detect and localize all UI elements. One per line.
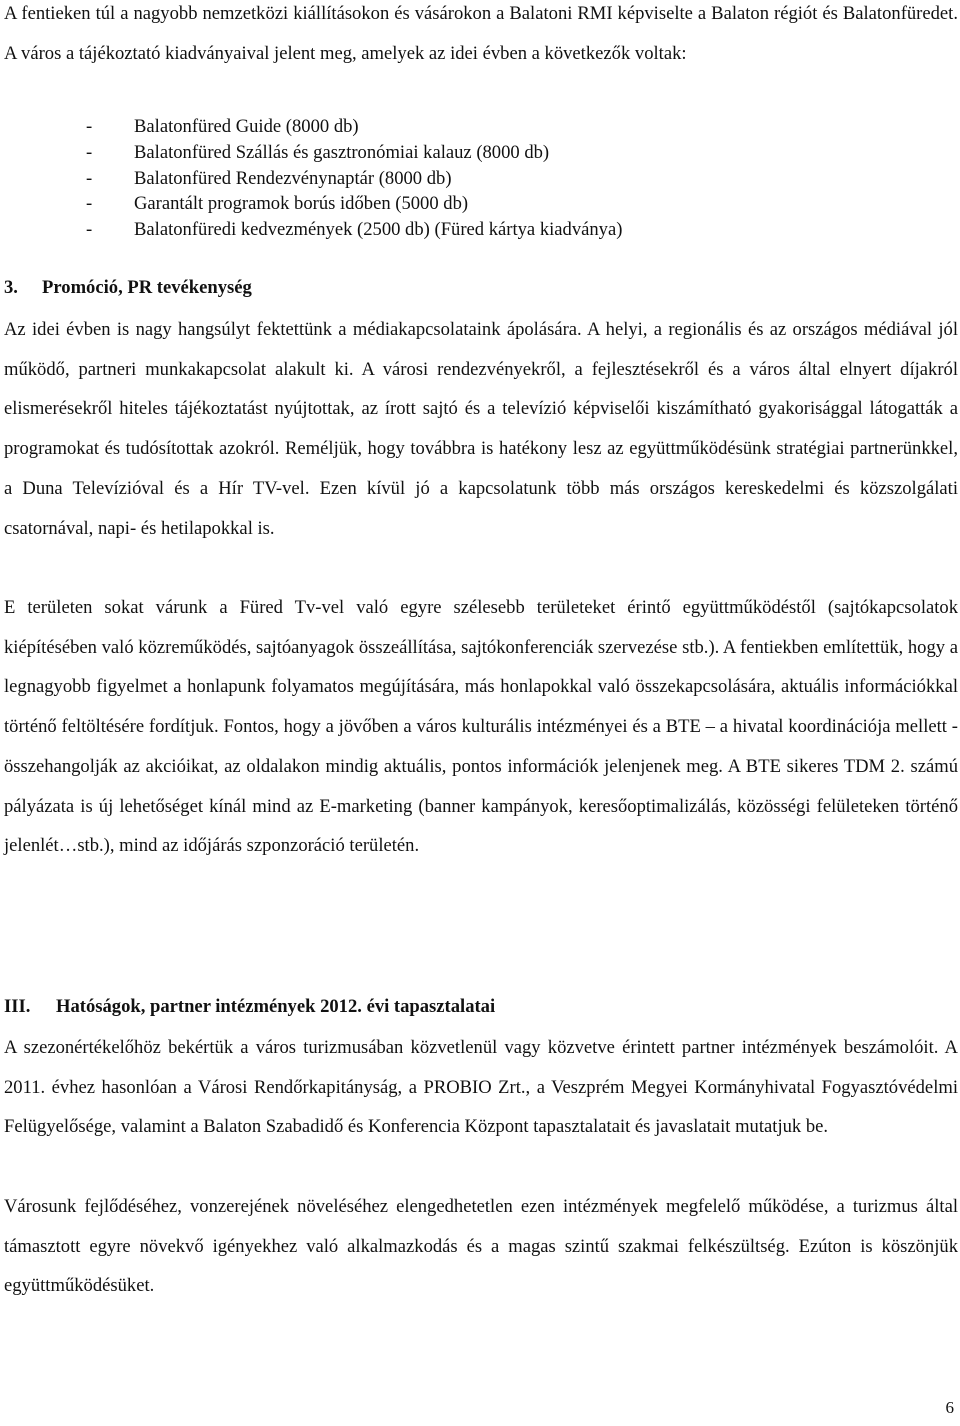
section-III-heading <box>4 996 495 1018</box>
section-3-number: 3. <box>4 277 18 298</box>
list-item <box>86 114 956 140</box>
list-dash: - <box>86 193 93 215</box>
list-dash: - <box>86 116 93 137</box>
list-item <box>86 140 956 166</box>
list-item-text: Balatonfüred Guide (8000 db) <box>134 116 359 137</box>
list-dash: - <box>86 167 93 189</box>
publication-list <box>86 114 956 243</box>
list-dash: - <box>86 141 93 163</box>
list-item-text: Balatonfüred Rendezvénynaptár (8000 db) <box>134 167 452 189</box>
section-3-paragraph-1: Az idei évben is nagy hangsúlyt fektettünk a médiakapcsolataink ápolására. A helyi, a regionális és az országos médiával jól működő, partneri munkakapcsolat alakult ki. A városi rendezvényekről, a fejlesztésekről és a város által elnyert díjakról elismerésekről hiteles tájékoztatást nyújtottak, az írott sajtó és a televízió képviselői kiszámítható gyakorisággal látogatták a programokat és tudósítottak azokról. Reméljük, hogy továbbra is hatékony lesz az együttműködésünk stratégiai partnerünkkel, a Duna Televízióval és a Hír TV-vel. Ezen kívül jó a kapcsolatunk több más országos kereskedelmi és közszolgálati csatornával, napi- és hetilapokkal is. <box>4 319 958 539</box>
page-number: 6 <box>945 1398 954 1417</box>
section-3-heading <box>4 277 252 299</box>
section-3-title: Promóció, PR tevékenység <box>42 277 252 298</box>
section-III-paragraph-1: A szezonértékelőhöz bekértük a város turizmusában közvetlenül vagy közvetve érintett partner intézmények beszámolóit. A 2011. évhez hasonlóan a Városi Rendőrkapitányság, a PROBIO Zrt., a Veszprém Megyei Kormányhivatal Fogyasztóvédelmi Felügyelősége, valamint a Balaton Szabadidő és Konferencia Központ tapasztalatait és javaslatait mutatjuk be. <box>4 1037 958 1138</box>
list-item <box>86 191 956 217</box>
section-III-paragraph-2: Városunk fejlődéséhez, vonzerejének növeléséhez elengedhetetlen ezen intézmények megfelelő működése, a turizmus által támasztott egyre növekvő igényekhez való alkalmazkodás és a magas szintű szakmai felkészültség. Ezúton is köszönjük együttműködésüket. <box>4 1196 958 1297</box>
intro-paragraph: A fentieken túl a nagyobb nemzetközi kiállításokon és vásárokon a Balatoni RMI képviselte a Balaton régiót és Balatonfüredet. A város a tájékoztató kiadványaival jelent meg, amelyek az idei évben a következők voltak: <box>4 3 958 64</box>
list-item-text: Balatonfüredi kedvezmények (2500 db) (Füred kártya kiadványa) <box>134 219 623 241</box>
list-item-text: Balatonfüred Szállás és gasztronómiai kalauz (8000 db) <box>134 141 550 163</box>
list-item <box>86 166 956 192</box>
section-III-title: Hatóságok, partner intézmények 2012. évi tapasztalatai <box>56 996 496 1017</box>
section-3-paragraph-2: E területen sokat várunk a Füred Tv-vel való egyre szélesebb területeket érintő együttműködéstől (sajtókapcsolatok kiépítésében való közreműködés, sajtóanyagok összeállítása, sajtókonferenciák szervezése stb.). A fentiekben említettük, hogy a legnagyobb figyelmet a honlapunk folyamatos megújítására, más honlapokkal való összekapcsolására, aktuális információkkal történő feltöltésére fordítjuk. Fontos, hogy a jövőben a város kulturális intézményei és a BTE – a hivatal koordinációja mellett - összehangolják az akcióikat, az oldalakon mindig aktuális, pontos információk jelenjenek meg. A BTE sikeres TDM 2. számú pályázata is új lehetőséget kínál mind az E-marketing (banner kampányok, keresőoptimalizálás, közösségi felületeken történő jelenlét…stb.), mind az időjárás szponzoráció területén. <box>4 597 958 857</box>
list-item-text: Garantált programok borús időben (5000 db) <box>134 193 469 215</box>
section-III-number: III. <box>4 996 31 1017</box>
list-dash: - <box>86 219 93 241</box>
list-item <box>86 217 956 243</box>
